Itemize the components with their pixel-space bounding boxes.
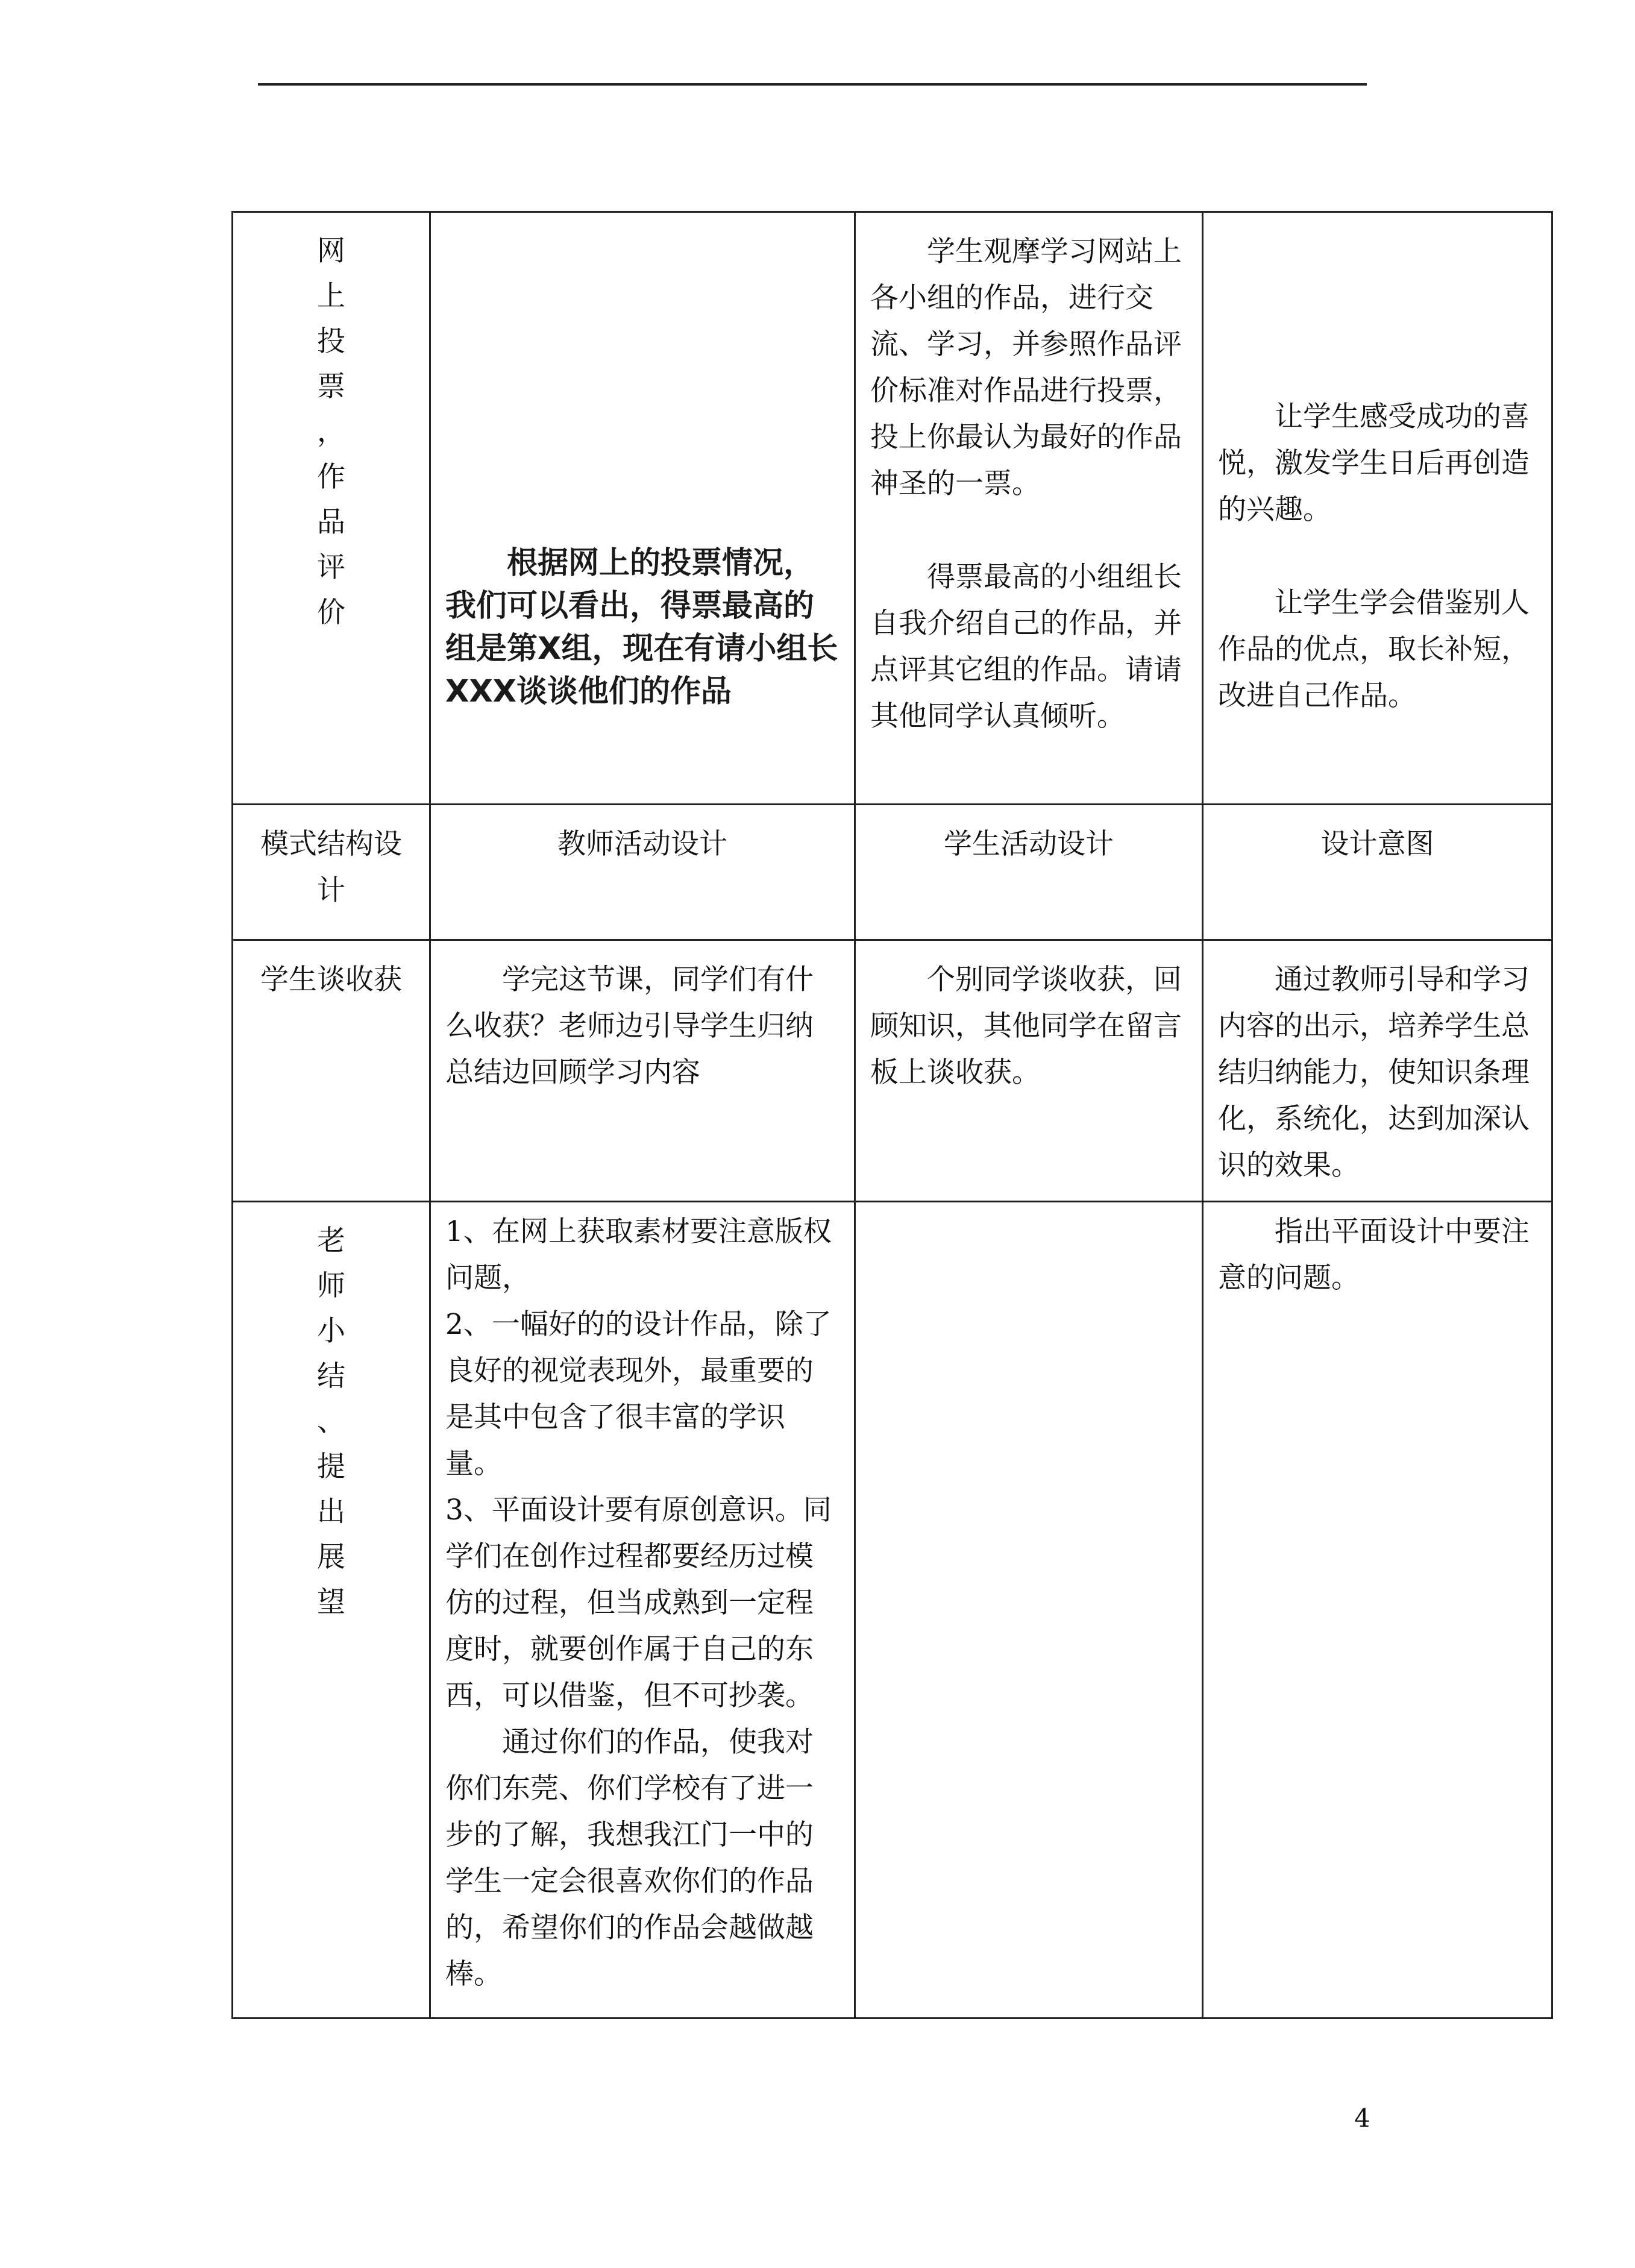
header-rule: [258, 83, 1367, 86]
design-intent-text: 让学生感受成功的喜悦，激发学生日后再创造的兴趣。: [1218, 400, 1530, 526]
table-header-row: [233, 805, 1552, 940]
design-intent-text: 让学生学会借鉴别人作品的优点，取长补短，改进自己作品。: [1218, 586, 1530, 712]
table-row-online-voting: [233, 212, 1552, 805]
student-activity-text: 个别同学谈收获，回顾知识，其他同学在留言板上谈收获。: [870, 963, 1182, 1089]
summary-point-2: 2、一幅好的的设计作品，除了良好的视觉表现外，最重要的是其中包含了很丰富的学识量。: [445, 1308, 832, 1480]
header-cell-student: 学生活动设计: [855, 805, 1203, 940]
teacher-activity-cell: [430, 940, 855, 1202]
teacher-activity-cell: [430, 1202, 855, 2018]
header-cell-teacher: 教师活动设计: [430, 805, 855, 940]
summary-closing: 通过你们的作品，使我对你们东莞、你们学校有了进一步的了解，我想我江门一中的学生一定会很喜欢你们的作品的，希望你们的作品会越做越棒。: [445, 1726, 814, 1991]
stage-vertical-label: 老 师 小 结 、 提 出 展 望: [317, 1224, 345, 1619]
student-activity-cell: [855, 940, 1203, 1202]
design-intent-text: 指出平面设计中要注意的问题。: [1218, 1215, 1530, 1295]
stage-cell-online-voting: [233, 212, 430, 805]
student-activity-cell: [855, 212, 1203, 805]
design-intent-cell: [1203, 212, 1552, 805]
student-activity-cell: [855, 1202, 1203, 2018]
teacher-activity-cell: [430, 212, 855, 805]
table-row-student-harvest: [233, 940, 1552, 1202]
teacher-quote-image-text: 根据网上的投票情况，我们可以看出，得票最高的组是第X组，现在有请小组长XXX谈谈他们的作品: [445, 545, 838, 709]
student-activity-text: 得票最高的小组组长自我介绍自己的作品，并点评其它组的作品。请请其他同学认真倾听。: [870, 561, 1182, 733]
table-row-teacher-summary: [233, 1202, 1552, 2018]
lesson-plan-table: [231, 211, 1553, 2019]
stage-cell-harvest: 学生谈收获: [233, 940, 430, 1202]
teacher-activity-text: 学完这节课，同学们有什么收获？老师边引导学生归纳总结边回顾学习内容: [445, 963, 814, 1089]
header-cell-intent: 设计意图: [1203, 805, 1552, 940]
student-activity-text: 学生观摩学习网站上各小组的作品，进行交流、学习，并参照作品评价标准对作品进行投票，投上你最认为最好的作品神圣的一票。: [870, 235, 1182, 500]
stage-vertical-label: 网 上 投 票 ， 作 品 评 价: [317, 234, 345, 629]
stage-cell-summary: [233, 1202, 430, 2018]
design-intent-cell: [1203, 940, 1552, 1202]
page-number: 4: [1354, 2103, 1370, 2133]
design-intent-text: 通过教师引导和学习内容的出示，培养学生总结归纳能力，使知识条理化，系统化，达到加深认识的效果。: [1218, 963, 1530, 1182]
design-intent-cell: [1203, 1202, 1552, 2018]
summary-point-3: 3、平面设计要有原创意识。同学们在创作过程都要经历过模仿的过程，但当成熟到一定程度时，就要创作属于自己的东西，可以借鉴，但不可抄袭。: [445, 1494, 832, 1712]
summary-point-1: 1、在网上获取素材要注意版权问题，: [445, 1215, 832, 1295]
header-cell-structure: 模式结构设计: [233, 805, 430, 940]
